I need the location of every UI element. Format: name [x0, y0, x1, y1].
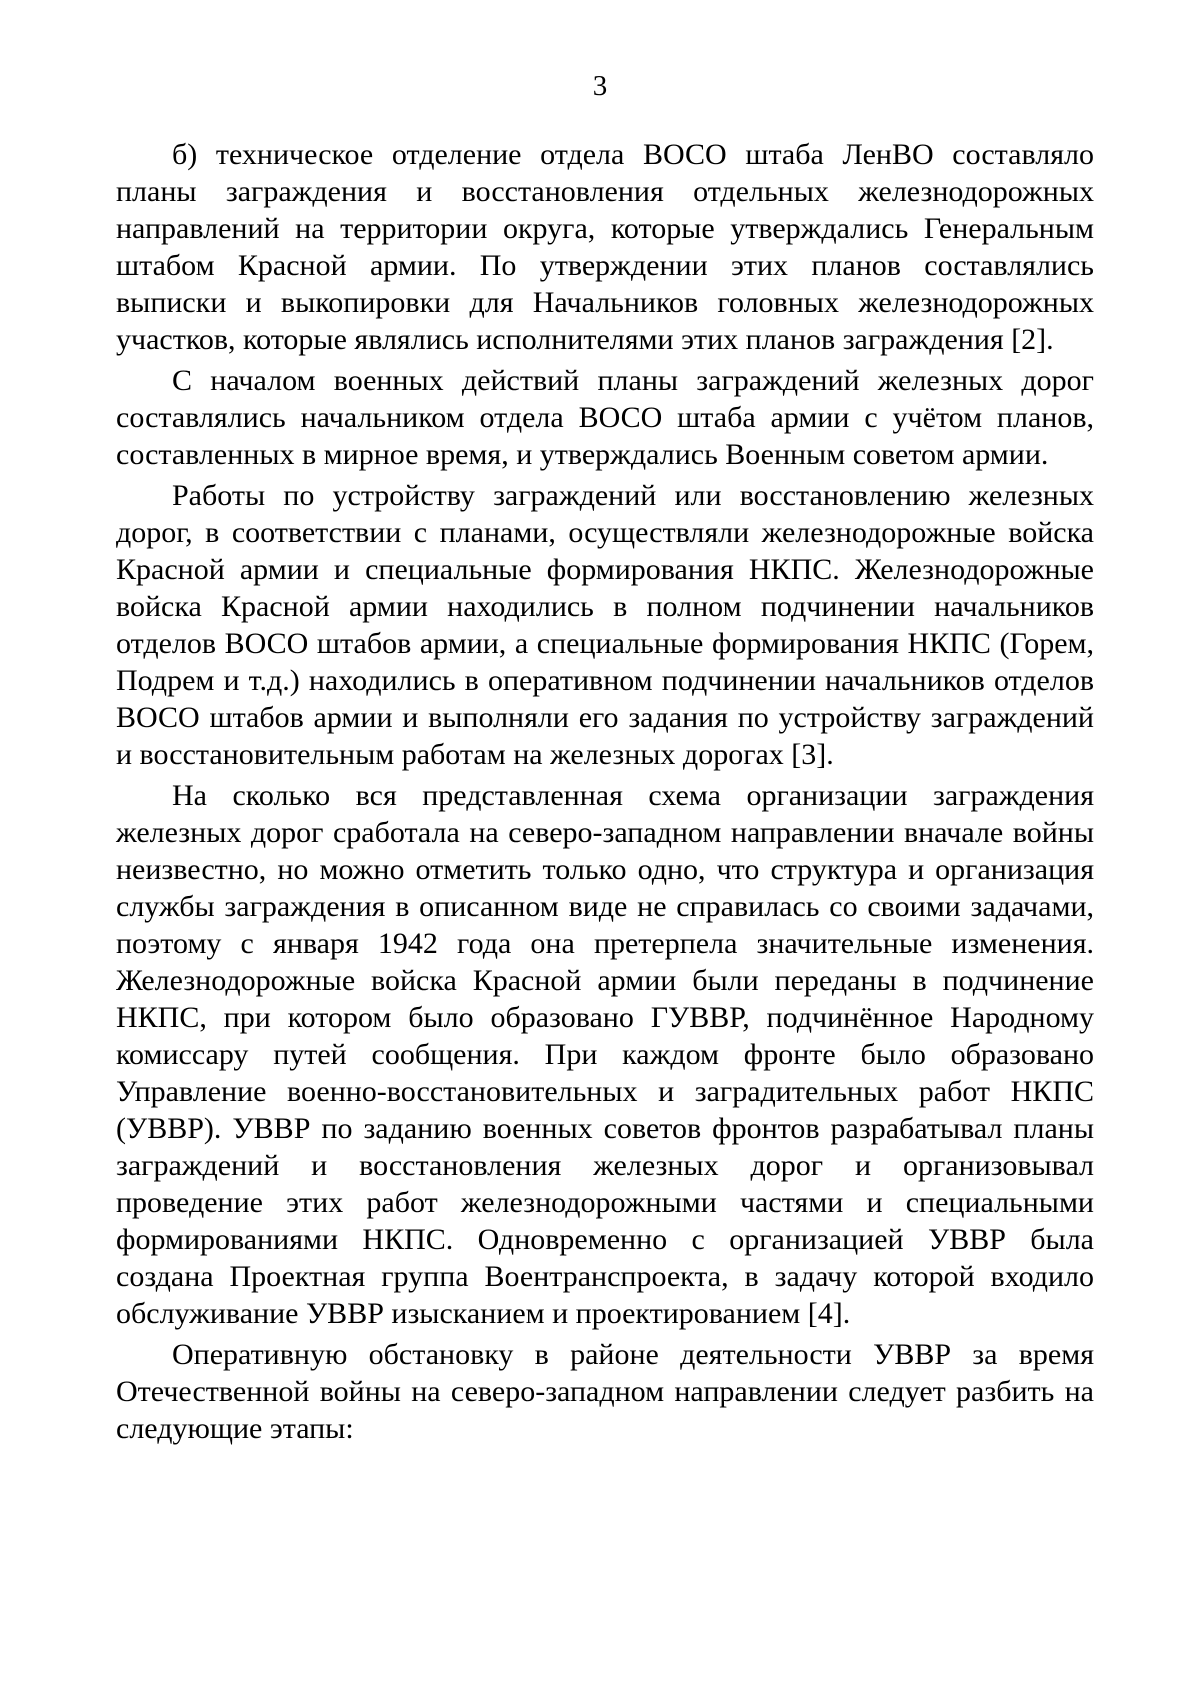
paragraph-5: Оперативную обстановку в районе деятельности УВВР за время Отечественной войны на северо-западном направлении следует разбить на следующие этапы:: [116, 1338, 1094, 1445]
paragraph-1: б) техническое отделение отдела ВОСО штаба ЛенВО составляло планы заграждения и восстановления отдельных железнодорожных направлений на территории округа, которые утверждались Генеральным штабом Красной армии. По утверждении этих планов составлялись выписки и выкопировки для Начальников головных железнодорожных участков, которые являлись исполнителями этих планов заграждения [2].: [116, 138, 1094, 356]
page-number: 3: [592, 70, 608, 102]
paragraph-4: На сколько вся представленная схема организации заграждения железных дорог сработала на северо-западном направлении вначале войны неизвестно, но можно отметить только одно, что структура и организация службы заграждения в описанном виде не справилась со своими задачами, поэтому с января 1942 года она претерпела значительные изменения. Железнодорожные войска Красной армии были переданы в подчинение НКПС, при котором было образовано ГУВВР, подчинённое Народному комиссару путей сообщения. При каждом фронте было образовано Управление военно-восстановительных и заградительных работ НКПС (УВВР). УВВР по заданию военных советов фронтов разрабатывал планы заграждений и восстановления железных дорог и организовывал проведение этих работ железнодорожными частями и специальными формированиями НКПС. Одновременно с организацией УВВР была создана Проектная группа Воентранспроекта, в задачу которой входило обслуживание УВВР изысканием и проектированием [4].: [116, 779, 1094, 1330]
document-body: [116, 136, 1094, 1451]
paragraph-3: Работы по устройству заграждений или восстановлению железных дорог, в соответствии с планами, осуществляли железнодорожные войска Красной армии и специальные формирования НКПС. Железнодорожные войска Красной армии находились в полном подчинении начальников отделов ВОСО штабов армии, а специальные формирования НКПС (Горем, Подрем и т.д.) находились в оперативном подчинении начальников отделов ВОСО штабов армии и выполняли его задания по устройству заграждений и восстановительным работам на железных дорогах [3].: [116, 479, 1094, 771]
paragraph-2: С началом военных действий планы заграждений железных дорог составлялись начальником отдела ВОСО штаба армии с учётом планов, составленных в мирное время, и утверждались Военным советом армии.: [116, 364, 1094, 471]
